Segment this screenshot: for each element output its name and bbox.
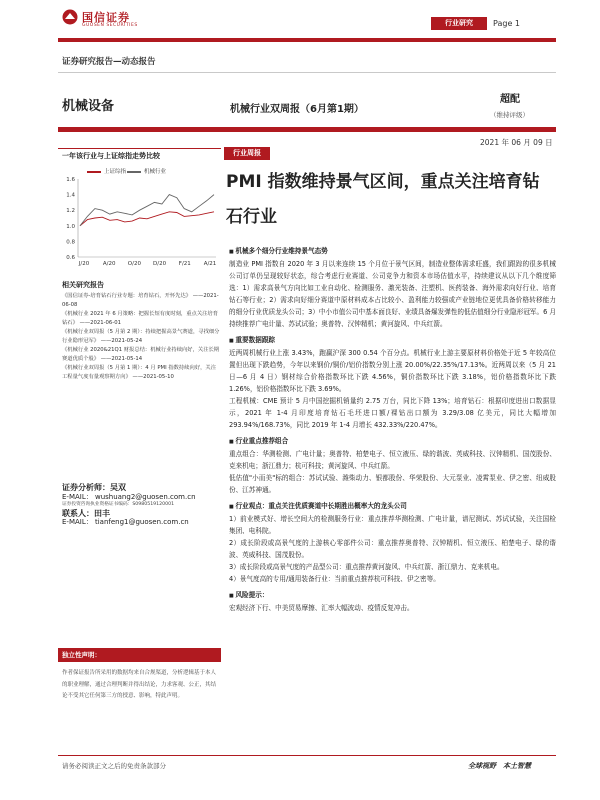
header-divider <box>58 38 556 42</box>
logo-text: 国信证券 <box>82 11 130 24</box>
related-heading: 相关研究报告 <box>62 281 104 289</box>
legend-swatch-index <box>87 171 101 173</box>
comparison-chart <box>58 175 221 270</box>
paragraph: 近两周机械行业上涨 3.43%，跑赢沪深 300 0.54 个百分点。机械行业上游主要原材料价格处于近 5 年较高位置但出现下跌趋势，今年以来钢价/铜价/铝价指数分别上涨 20.00%/22.35%/17.13%。近两周以来（5 月 21 日—6 月 4 日）钢材综合价格指数环比下跌 4.56%，铜价指数环比下跌 3.18%，铝价格指数环比下跌 1.26%，铝价格指数环比下跌 3.69%。 <box>229 349 556 393</box>
analyst-block <box>62 484 224 527</box>
logo-text-en: GUOSEN SECURITIES <box>82 23 138 28</box>
contact-name: 联系人：田丰 <box>62 508 110 518</box>
rating: 超配 <box>500 94 520 105</box>
section-heading: ■ 行业观点：重点关注优质赛道中长期胜出概率大的龙头公司 <box>229 500 556 513</box>
x-tick-label: F/21 <box>178 261 191 267</box>
series-line <box>80 195 214 226</box>
paragraph: 低估值"小而美"标的组合：苏试试验、潍柴动力、银都股份、华荣股份、大元泵业、凌霄泵业、伊之密、纽威股份、江苏神通。 <box>229 474 556 494</box>
analyst-cert: 证券投资咨询执业资格证书编码：S0980519120001 <box>62 502 175 508</box>
y-tick-label: 1.2 <box>66 208 75 215</box>
footer-slogan: 全球视野 本土智慧 <box>468 762 531 770</box>
paragraph: 4）景气度高的专用/通用装备行业：当前重点推荐杭可科技、伊之密等。 <box>229 575 440 583</box>
series-label: 证券研究报告—动态报告 <box>62 57 156 67</box>
analyst-email[interactable]: E-MAIL： wushuang2@guosen.com.cn <box>62 492 196 501</box>
y-tick-label: 1.4 <box>66 192 75 199</box>
paragraph: 2）成长阶段或高景气度的上游核心零部件公司：重点推荐奥普特、汉钟精机、恒立液压、柏楚电子、绿的谐波、英威科技、国茂股份。 <box>229 539 556 559</box>
headline: PMI 指数维持景气区间，重点关注培育钻石行业 <box>226 172 540 227</box>
y-tick-label: 1.6 <box>66 177 75 183</box>
y-tick-label: 0.6 <box>66 255 75 261</box>
related-item[interactable]: 《机械行业双周报（5 月第 2 期）：持续把握高景气赛道，寻找细分行业隐形冠军》 ——2021-05-24 <box>62 329 220 344</box>
guosen-logo-icon <box>62 9 78 25</box>
x-tick-label: A/20 <box>102 261 116 267</box>
related-item[interactable]: 《机械行业双周报（5 月第 1 期）：4 月 PMI 指数持续向好，关注工程量气度有量观察期方向》 ——2021-05-10 <box>62 365 217 380</box>
report-title: 机械行业双周报（6月第1期） <box>230 104 364 115</box>
related-item[interactable]: 《机械行业 2021 年 6 月策略：把握长短有度时刻，重点关注培育钻石》 ——2021-06-01 <box>62 311 219 326</box>
disclaimer-text: 作者保证报告所采用的数据均来自合规渠道，分析逻辑基于本人的职业理解，通过合理判断并得出结论，力求客观、公正，其结论不受其它任何第三方的授意、影响，特此声明。 <box>62 670 217 699</box>
x-tick-label: J/20 <box>78 261 90 267</box>
paragraph: 1）前业模式好、增长空间大的检测服务行业：重点推荐华测检测、广电计量，谱尼测试、苏试试验，关注国检集团、电科院。 <box>229 515 556 535</box>
related-item[interactable]: 《国信证券-培育钻石行业专题：培育钻石，开怀先达》 ——2021-06-08 <box>62 293 219 308</box>
industry-name: 机械设备 <box>62 99 115 114</box>
related-item[interactable]: 《机械行业 2020&21Q1 财报总结：机械行业持续向好，关注长期赛道优质个股》 ——2021-05-14 <box>62 347 220 362</box>
x-tick-label: D/20 <box>153 261 167 267</box>
paragraph: 制造业 PMI 指数自 2020 年 3 月以来连续 15 个月位于景气区间，制造业整体需求旺盛，我们跟踪的很多机械公司订单仍呈现较好状态，综合考虑行业赛道、公司竞争力和资本市场估值水平，持续建议从以下几个维度筛选：1）需求高景气方向比如工业自动化、检测服务、激光装备、注塑机、医药装备、海外需求向好行业、培育钻石等行业；2）需求向好细分赛道中原材料成本占比较小、盈利能力较强或产业链地位更优具备价格转移能力的细分行业优质龙头公司；3）中小市值公司中基本面良好、业绩具备爆发弹性的低估值细分行业隐形冠军。6 月持续推荐广电计量、苏试试验；奥普特、汉钟精机；黄河旋风、中兵红箭。 <box>229 260 556 328</box>
section-heading: ■ 风险提示： <box>229 589 556 602</box>
section-heading: ■ 机械多个细分行业维持景气态势 <box>229 245 556 258</box>
title-divider <box>58 127 556 132</box>
y-tick-label: 0.8 <box>66 239 75 246</box>
x-tick-label: A/21 <box>203 261 217 267</box>
section-heading: ■ 行业重点推荐组合 <box>229 435 556 448</box>
paragraph: 3）成长阶段或高景气度的产品型公司：重点推荐黄河旋风、中兵红箭、浙江鼎力、克来机电。 <box>229 563 504 571</box>
report-type-tag: 行业研究 <box>431 17 487 30</box>
paragraph: 工程机械：CME 预计 5 月中国挖掘机销量约 2.75 万台，同比下降 13%；培育钻石：根据印度进出口数据显示，2021 年 1-4 月印度培育钻石毛坯进口额/裸钻出口额为 3.29/3.08 亿美元，同比大幅增加 293.94%/168.73%，同比 2019 年 1-4 月增长 432.33%/220.47%。 <box>229 397 556 429</box>
analyst-name: 证券分析师：吴双 <box>62 483 126 492</box>
report-date: 2021 年 06 月 09 日 <box>480 138 553 147</box>
paragraph: 重点组合：华测检测、广电计量；奥普特、柏楚电子、恒立液压、绿的谐波、英威科技、汉钟精机、国茂股份、克来机电；浙江鼎力；杭可科技；黄河旋风、中兵红箭。 <box>229 450 556 470</box>
related-list <box>62 292 220 382</box>
footer-divider <box>58 755 556 756</box>
contact-email[interactable]: E-MAIL： tianfeng1@guosen.com.cn <box>62 518 189 527</box>
divider <box>58 72 556 73</box>
page-number: Page 1 <box>493 19 520 28</box>
series-line <box>80 212 214 226</box>
section-heading: ■ 重要数据跟踪 <box>229 334 556 347</box>
y-tick-label: 1.0 <box>66 223 75 230</box>
footer-note: 请务必阅读正文之后的免责条款部分 <box>62 762 166 770</box>
legend-label-industry: 机械行业 <box>144 169 167 175</box>
sidebar-divider <box>58 148 221 149</box>
paragraph: 宏观经济下行、中美贸易摩擦、汇率大幅波动、疫情反复冲击。 <box>229 604 414 612</box>
chart-heading: 一年该行业与上证综指走势比较 <box>62 152 160 160</box>
x-tick-label: O/20 <box>127 261 141 267</box>
column-tag: 行业周报 <box>224 147 270 160</box>
legend-label-index: 上证综指 <box>104 169 127 175</box>
legend-swatch-industry <box>127 171 141 173</box>
body-text <box>229 245 556 614</box>
rating-note: （维持评级） <box>490 111 529 119</box>
disclaimer-heading: 独立性声明： <box>58 648 221 662</box>
